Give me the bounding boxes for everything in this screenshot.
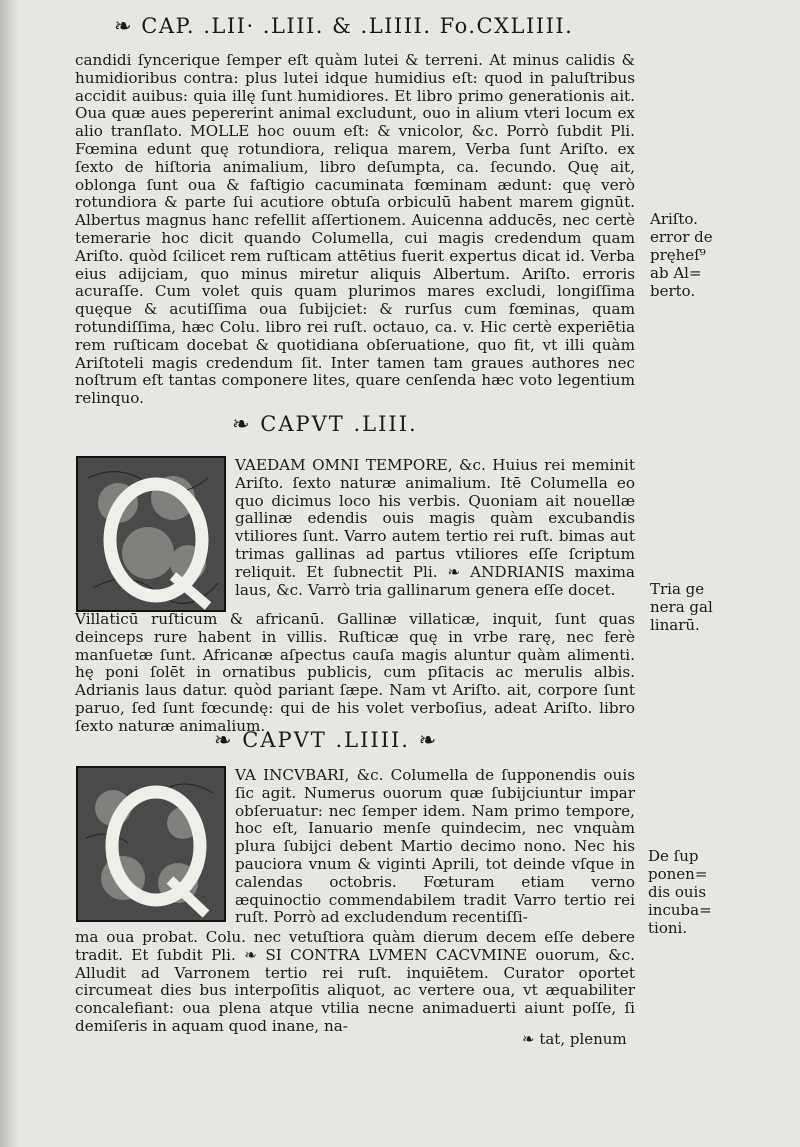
chapter-52-text [75, 52, 635, 408]
chapter-54-indented-text [235, 767, 635, 927]
woodcut-q-icon [78, 458, 224, 610]
margin-note-incubation: De ſup ponen= dis ouis incuba= tioni. [648, 847, 712, 937]
chapter-53-title: ❧ CAPVT .LIII. [232, 412, 418, 436]
margin-note-three-kinds: Tria ge nera gal linarū. [650, 580, 713, 634]
catchword: ❧ tat, plenum [522, 1030, 627, 1048]
chapter-54-title: ❧ CAPVT .LIIII. ❧ [214, 728, 439, 752]
chapter-53-indented-paragraph: VAEDAM OMNI TEMPORE, &c. Huius rei meminit Ariſto. ſexto naturæ animalium. Itē Columella eo quo dicimus loco his verbis. Quoniam ait nouellæ gallinæ edendis ouis magis quàm excubandis vtiliores ſunt. Varro autem tertio rei ruſt. bimas aut trimas gallinas ad partus vtiliores eſſe ſcriptum reliquit. Et ſubnectit Pli. ❧ ANDRIANIS maxima laus, &c. Varrò tria gallinarum genera eſſe docet. [235, 456, 635, 599]
running-head: ❧ CAP. .LII· .LIII. & .LIIII. Fo.CXLIIII. [114, 14, 574, 38]
margin-note-aristotle-error: Ariſto. error de pręheſ⁹ ab Al= berto. [650, 210, 713, 300]
chapter-52-paragraph: candidi ſyncerique ſemper eſt quàm lutei & terreni. At minus calidis & humidioribus contra: plus lutei idque humidius eſt: quod in paluſtribus accidit auibus: quia illę ſunt humidiores. Et libro primo generationis ait. Oua quæ aues pepererint animal excludunt, ouo in alium vteri locum ex alio tranſlato. MOLLE hoc ouum eſt: & vnicolor, &c. Porrò ſubdit Pli. Fœmina edunt quę rotundiora, reliqua marem, Verba ſunt Ariſto. ex ſexto de hiſtoria animalium, libro deſumpta, ca. ſecundo. Quę ait, oblonga ſunt oua & faſtigio cacuminata fœminam ædunt: quę verò rotundiora & parte ſui acutiore obtuſa orbiculū habent marem gignūt. Albertus magnus hanc refellit aſſertionem. Auicenna adducēs, nec certè temerarie hoc dicit quando Columella, cui magis credendum quam Ariſto. quòd ſcilicet rem ruſticam attētius fuerit expertus dicat id. Verba eius adijciam, quo minus miretur aliquis Albertum. Ariſto. erroris acuraſſe. Cum volet quis quam plurimos mares excludi, longiſſima quęque & acutiſſima oua ſubijciet: & rurſus cum fœminas, quam rotundiſſima, hæc Colu. libro rei ruſt. octauo, ca. v. Hic certè experiētia rem ruſticam docebat & quotidiana obſeruatione, quo fit, vt illi quàm Ariſtoteli magis credendum ſit. Inter tamen tam graues authores nec noſtrum eſt tantas componere lites, quare cenſenda hæc voto legentium relinquo. [75, 51, 635, 408]
chapter-54-indented-paragraph: VA INCVBARI, &c. Columella de ſupponendis ouis ſic agit. Numerus ouorum quæ ſubijciuntur impar obſeruatur: nec ſemper idem. Nam primo tempore, hoc eſt, Ianuario menſe quindecim, nec vnquàm plura ſubijci debent Martio decimo nono. Nec his pauciora vnum & viginti Aprili, tot deinde vſque in calendas octobris. Fœturam etiam verno æquinoctio commendabilem tradit Varro tertio rei ruſt. Porrò ad excludendum recentiſſi- [235, 766, 635, 927]
woodcut-q-icon-2 [78, 768, 224, 920]
chapter-54-full-paragraph: ma oua probat. Colu. nec vetuſtiora quàm dierum decem eſſe debere tradit. Et ſubdit Pli. ❧ SI CONTRA LVMEN CACVMINE ouorum, &c. Alludit ad Varronem tertio rei ruſt. inquiētem. Curator oportet circumeat dies bus interpoſitis aliquot, ac vertere oua, vt æquabiliter concalefiant: oua plena atque vtilia necne animaduerti aiunt poſſe, ſi demiſeris in aquam quod inane, na- [75, 928, 635, 1035]
woodcut-initial-q-53 [76, 456, 226, 612]
chapter-53-indented-text [235, 457, 635, 599]
woodcut-initial-q-54 [76, 766, 226, 922]
page-edge-shadow [0, 0, 18, 1147]
chapter-53-full-text [75, 611, 635, 736]
chapter-53-full-paragraph: Villaticū ruſticum & africanū. Gallinæ villaticæ, inquit, ſunt quas deinceps rure habent in villis. Ruſticæ quę in vrbe rarę, nec ferè manſuetæ ſunt. Africanæ aſpectus cauſa magis aluntur quàm alimenti. hę poni ſolēt in ornatibus publicis, cum pſitacis ac merulis albis. Adrianis laus datur. quòd pariant ſæpe. Nam vt Ariſto. ait, corpore ſunt paruo, ſed ſunt fœcundę: qui de his volet verboſius, adeat Ariſto. libro ſexto naturæ animalium. [75, 610, 635, 735]
chapter-54-full-text [75, 929, 635, 1036]
